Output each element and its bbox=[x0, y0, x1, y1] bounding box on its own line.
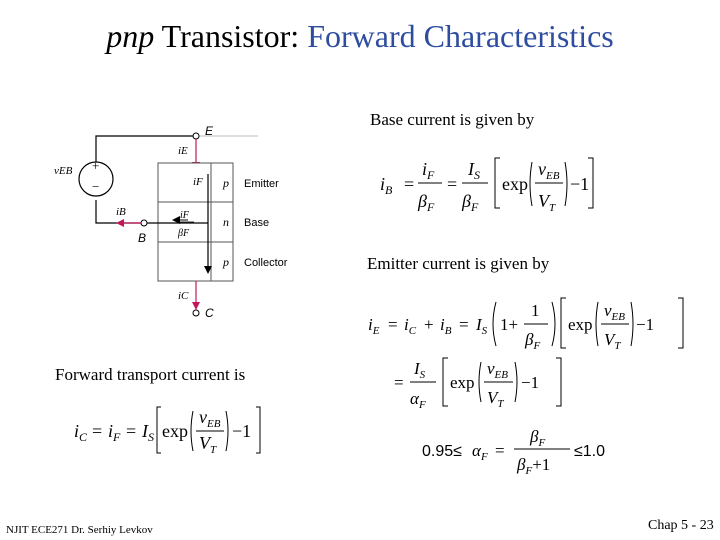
slide-title bbox=[0, 18, 720, 55]
svg-text:αF: $\alpha_F$ bbox=[410, 389, 426, 410]
svg-text:=: = bbox=[495, 441, 505, 460]
label-base: Base bbox=[244, 217, 270, 229]
svg-text:exp: exp bbox=[450, 373, 475, 392]
svg-text:=: = bbox=[388, 315, 398, 334]
svg-text:vEB: $v_{EB}$ bbox=[538, 159, 560, 182]
svg-text:iE: $i_E$ bbox=[368, 315, 380, 337]
svg-text:iF: $i_F$ bbox=[108, 421, 121, 444]
svg-text:−1: −1 bbox=[521, 373, 540, 392]
terminal-e-dot bbox=[193, 133, 199, 139]
if-beta-num: iF bbox=[180, 210, 189, 221]
svg-text:exp: exp bbox=[502, 174, 528, 194]
terminal-b-dot bbox=[141, 220, 147, 226]
label-emitter: Emitter bbox=[244, 178, 279, 190]
region-p2: p bbox=[223, 255, 229, 269]
svg-text:−1: −1 bbox=[232, 421, 252, 441]
pnp-circuit-diagram bbox=[48, 118, 318, 323]
ie-label: iE bbox=[178, 145, 188, 157]
svg-text:=: = bbox=[92, 421, 103, 441]
title-transistor: Transistor: bbox=[161, 18, 300, 54]
svg-text:=: = bbox=[404, 174, 415, 194]
source-label: vEB bbox=[54, 165, 73, 177]
svg-text:βF: $\beta_F$ bbox=[530, 427, 546, 449]
svg-text:vEB: $v_{EB}$ bbox=[199, 407, 221, 430]
svg-text:βF+1: $\beta_F+1$ bbox=[517, 455, 551, 477]
svg-text:IS: $I_S$ bbox=[142, 421, 154, 444]
plus-sign: + bbox=[92, 158, 100, 173]
if-label: iF bbox=[193, 176, 203, 188]
svg-text:iB: $i_B$ bbox=[380, 174, 393, 197]
svg-text:IS: $I_S$ bbox=[414, 359, 426, 381]
svg-text:vEB: $v_{EB}$ bbox=[487, 359, 508, 381]
equation-forward-transport bbox=[72, 403, 268, 457]
svg-text:1+: 1+ bbox=[500, 315, 519, 334]
svg-text:0.95≤: 0.95≤ bbox=[422, 443, 462, 460]
svg-text:αF: $\alpha_F$ bbox=[472, 441, 488, 463]
terminal-c-label: C bbox=[205, 306, 214, 320]
svg-text:−1: −1 bbox=[636, 315, 655, 334]
svg-text:1: 1 bbox=[531, 301, 540, 320]
svg-text:exp: exp bbox=[162, 421, 188, 441]
forward-transport-text: Forward transport current is bbox=[55, 365, 246, 384]
equation-emitter-alpha bbox=[392, 354, 568, 410]
svg-text:iC: $i_C$ bbox=[404, 315, 417, 337]
svg-text:=: = bbox=[126, 421, 137, 441]
minus-sign: − bbox=[92, 179, 100, 194]
svg-text:exp: exp bbox=[568, 315, 593, 334]
svg-text:IS: $I_S$ bbox=[468, 159, 480, 182]
svg-text:βF: $\beta_F$ bbox=[418, 191, 435, 214]
emitter-current-text: Emitter current is given by bbox=[367, 254, 550, 273]
equation-emitter-current bbox=[366, 294, 688, 352]
terminal-c-dot bbox=[193, 310, 199, 316]
svg-text:−1: −1 bbox=[570, 174, 590, 194]
ic-label: iC bbox=[178, 290, 189, 302]
equation-base-current bbox=[378, 150, 598, 216]
base-current-text: Base current is given by bbox=[370, 110, 535, 129]
svg-text:iB: $i_B$ bbox=[440, 315, 452, 337]
region-p1: p bbox=[223, 176, 229, 190]
svg-text:iC: $i_C$ bbox=[74, 421, 88, 444]
svg-text:VT: $V_T$ bbox=[487, 388, 504, 410]
svg-text:+: + bbox=[424, 315, 434, 334]
footer-course: NJIT ECE271 Dr. Serhiy Levkov bbox=[6, 524, 153, 536]
ib-label: iB bbox=[116, 206, 126, 218]
svg-text:=: = bbox=[459, 315, 469, 334]
terminal-b-label: B bbox=[138, 231, 147, 245]
equation-alpha-range bbox=[420, 424, 620, 484]
region-n: n bbox=[223, 215, 229, 229]
svg-text:iF: $i_F$ bbox=[422, 159, 435, 182]
svg-text:VT: $V_T$ bbox=[199, 433, 217, 456]
svg-text:VT: $V_T$ bbox=[538, 191, 556, 214]
svg-text:βF: $\beta_F$ bbox=[462, 191, 479, 214]
if-beta-den: βF bbox=[178, 228, 190, 239]
label-collector: Collector bbox=[244, 257, 288, 269]
svg-text:βF: $\beta_F$ bbox=[525, 330, 541, 352]
svg-text:=: = bbox=[394, 373, 404, 392]
svg-text:vEB: $v_{EB}$ bbox=[604, 301, 625, 323]
svg-text:=: = bbox=[447, 174, 458, 194]
svg-text:≤1.0: ≤1.0 bbox=[574, 443, 606, 460]
svg-text:VT: $V_T$ bbox=[604, 330, 621, 352]
title-forward-characteristics: Forward Characteristics bbox=[307, 18, 614, 54]
footer-page: Chap 5 - 23 bbox=[648, 518, 714, 533]
title-pnp: pnp bbox=[106, 18, 155, 54]
terminal-e-label: E bbox=[205, 124, 214, 138]
svg-text:IS: $I_S$ bbox=[476, 315, 488, 337]
